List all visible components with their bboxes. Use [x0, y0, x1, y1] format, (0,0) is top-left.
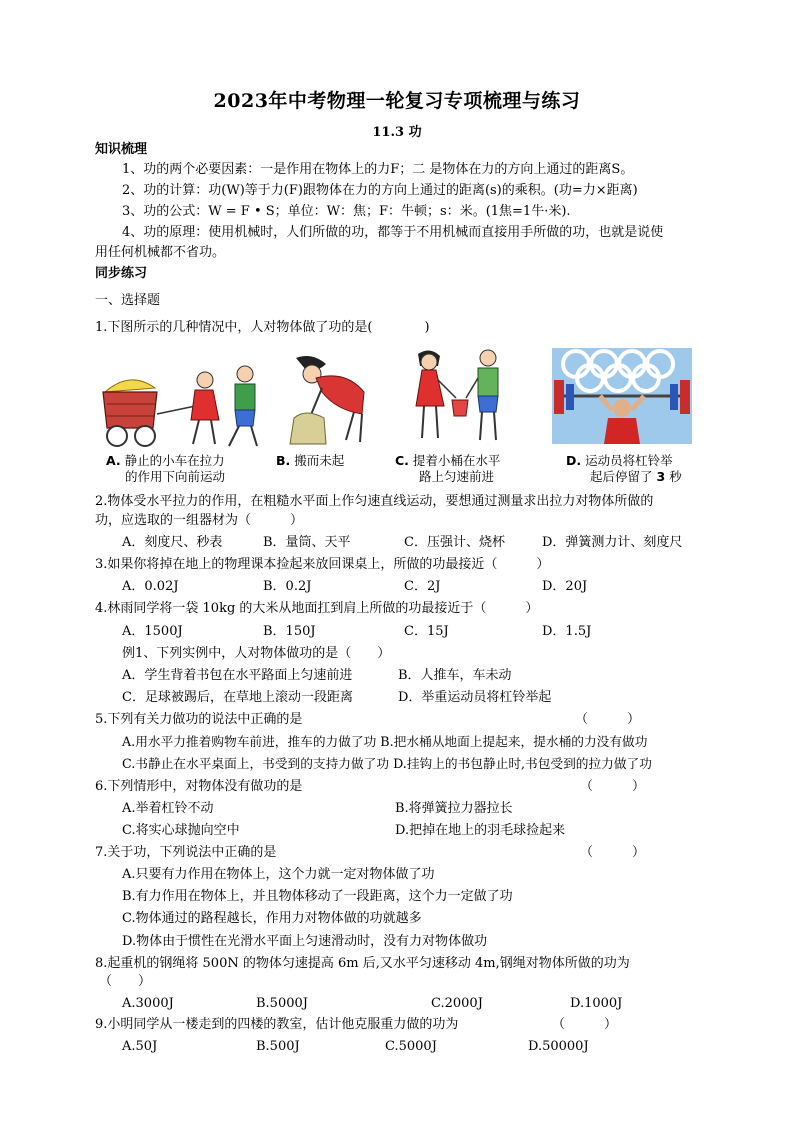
- example-1-option-b: B．人推车，车未动: [398, 668, 512, 683]
- example-1-option-c: C．足球被踢后，在草地上滚动一段距离: [122, 690, 353, 705]
- question-5-stem: 5.下列有关力做功的说法中正确的是: [95, 712, 303, 727]
- knowledge-point-3: 3、功的公式：W = F • S；单位：W：焦；F：牛顿；s：米。(1焦=1牛·米).: [122, 204, 571, 219]
- question-6-answer-blank: （ ）: [580, 779, 646, 794]
- question-8-option-a: A.3000J: [122, 996, 174, 1011]
- weightlifter-photo: [552, 348, 692, 444]
- caption-b-line1: 搬而未起: [294, 453, 345, 468]
- knowledge-heading: 知识梳理: [95, 142, 148, 157]
- question-2-stem-line1: 2.物体受水平拉力的作用，在粗糙水平面上作匀速直线运动，要想通过测量求出拉力对物体所做的: [95, 494, 654, 509]
- question-3-option-d: D．20J: [542, 579, 588, 594]
- caption-d-line1: 运动员将杠铃举: [585, 453, 673, 468]
- question-1-stem: 1.下图所示的几种情况中，人对物体做了功的是( ): [95, 320, 430, 335]
- question-9-option-d: D.50000J: [528, 1039, 589, 1054]
- question-4-option-b: B．150J: [263, 624, 316, 639]
- knowledge-point-4-line2: 用任何机械都不省功。: [95, 245, 226, 260]
- question-2-option-d: D．弹簧测力计、刻度尺: [542, 535, 683, 550]
- question-4-stem: 4.林雨同学将一袋 10kg 的大米从地面扛到肩上所做的功最接近于（ ）: [95, 601, 539, 616]
- question-6-option-a: A.举着杠铃不动: [122, 801, 214, 816]
- caption-c: [395, 453, 500, 469]
- caption-a: [106, 453, 225, 469]
- question-6-option-c: C.将实心球抛向空中: [122, 823, 240, 838]
- caption-b: [276, 453, 344, 469]
- section-heading: 一、选择题: [95, 293, 161, 308]
- question-4-option-a: A．1500J: [122, 624, 183, 639]
- question-9-option-a: A.50J: [122, 1039, 158, 1054]
- question-9-option-c: C.5000J: [385, 1039, 437, 1054]
- question-2-option-b: B．量筒、天平: [263, 535, 351, 550]
- caption-c-line2: 路上匀速前进: [419, 469, 495, 484]
- question-5-answer-blank: （ ）: [575, 712, 641, 727]
- question-8-stem-line1: 8.起重机的钢绳将 500N 的物体匀速提高 6m 后,又水平匀速移动 4m,钢绳对物体所做的功为: [95, 956, 630, 971]
- lifting-failed-illustration: [276, 352, 376, 452]
- caption-d-line2: [590, 469, 682, 485]
- question-7-stem: 7.关于功，下列说法中正确的是: [95, 845, 277, 860]
- question-3-option-a: A．0.02J: [122, 579, 179, 594]
- caption-a-line1: 静止的小车在拉力: [124, 453, 225, 468]
- question-7-option-d: D.物体由于惯性在光滑水平面上匀速滑动时，没有力对物体做功: [122, 934, 488, 949]
- caption-d-number: 3: [656, 469, 666, 484]
- caption-d-line2-text: 起后停留了: [590, 469, 653, 484]
- question-2-option-c: C．压强计、烧杯: [404, 535, 505, 550]
- practice-heading: 同步练习: [95, 266, 148, 281]
- question-4-option-d: D．1.5J: [542, 624, 592, 639]
- caption-d: [566, 453, 673, 469]
- question-3-option-b: B．0.2J: [263, 579, 312, 594]
- example-1-option-d: D．举重运动员将杠铃举起: [398, 690, 552, 705]
- question-4-option-c: C．15J: [404, 624, 449, 639]
- example-1-option-a: A．学生背着书包在水平路面上匀速前进: [122, 668, 353, 683]
- question-2-stem-line2: 功，应选取的一组器材为（ ）: [95, 513, 304, 528]
- question-9-option-b: B.500J: [256, 1039, 300, 1054]
- cart-pulling-illustration: [95, 360, 270, 452]
- question-7-option-b: B.有力作用在物体上，并且物体移动了一段距离，这个力一定做了功: [122, 889, 513, 904]
- question-8-option-b: B.5000J: [256, 996, 308, 1011]
- question-6-option-b: B.将弹簧拉力器拉长: [395, 801, 513, 816]
- question-5-options-line1: A.用水平力推着购物车前进，推车的力做了功 B.把水桶从地面上提起来，提水桶的力没有做功: [122, 734, 648, 749]
- lesson-subtitle: 11.3 功: [372, 125, 422, 140]
- example-1-stem: 例1、下列实例中，人对物体做功的是（ ）: [122, 646, 391, 661]
- question-9-answer-blank: （ ）: [552, 1017, 618, 1032]
- question-5-options-line2: C.书静止在水平桌面上，书受到的支持力做了功 D.挂钩上的书包静止时,书包受到的拉力做了功: [122, 756, 652, 771]
- knowledge-point-4-line1: 4、功的原理：使用机械时，人们所做的功，都等于不用机械而直接用手所做的功，也就是说使: [122, 225, 664, 240]
- question-6-option-d: D.把掉在地上的羽毛球捡起来: [395, 823, 566, 838]
- question-6-stem: 6.下列情形中，对物体没有做功的是: [95, 779, 303, 794]
- question-2-option-a: A．刻度尺、秒表: [122, 535, 223, 550]
- question-8-option-d: D.1000J: [570, 996, 623, 1011]
- caption-a-letter: A.: [106, 453, 121, 468]
- knowledge-point-1: 1、功的两个必要因素：一是作用在物体上的力F；二 是物体在力的方向上通过的距离S。: [122, 162, 634, 177]
- caption-c-letter: C.: [395, 453, 409, 468]
- question-7-option-c: C.物体通过的路程越长，作用力对物体做的功就越多: [122, 911, 422, 926]
- question-7-answer-blank: （ ）: [580, 845, 646, 860]
- question-8-stem-line2: （ ）: [99, 974, 152, 989]
- question-9-stem: 9.小明同学从一楼走到的四楼的教室，估计他克服重力做的功为: [95, 1017, 459, 1032]
- carrying-bucket-illustration: [398, 348, 518, 448]
- caption-a-line2: 的作用下向前运动: [125, 469, 226, 484]
- question-8-option-c: C.2000J: [431, 996, 483, 1011]
- caption-b-letter: B.: [276, 453, 291, 468]
- question-3-stem: 3.如果你将掉在地上的物理课本捡起来放回课桌上，所做的功最接近（ ）: [95, 557, 550, 572]
- page-title: 2023年中考物理一轮复习专项梳理与练习: [213, 90, 581, 112]
- question-7-option-a: A.只要有力作用在物体上，这个力就一定对物体做了功: [122, 867, 435, 882]
- knowledge-point-2: 2、功的计算：功(W)等于力(F)跟物体在力的方向上通过的距离(s)的乘积。(功=力×距离): [122, 183, 638, 198]
- caption-d-unit: 秒: [669, 469, 682, 484]
- question-3-option-c: C．2J: [404, 579, 441, 594]
- caption-d-letter: D.: [566, 453, 582, 468]
- caption-c-line1: 提着小桶在水平: [412, 453, 501, 468]
